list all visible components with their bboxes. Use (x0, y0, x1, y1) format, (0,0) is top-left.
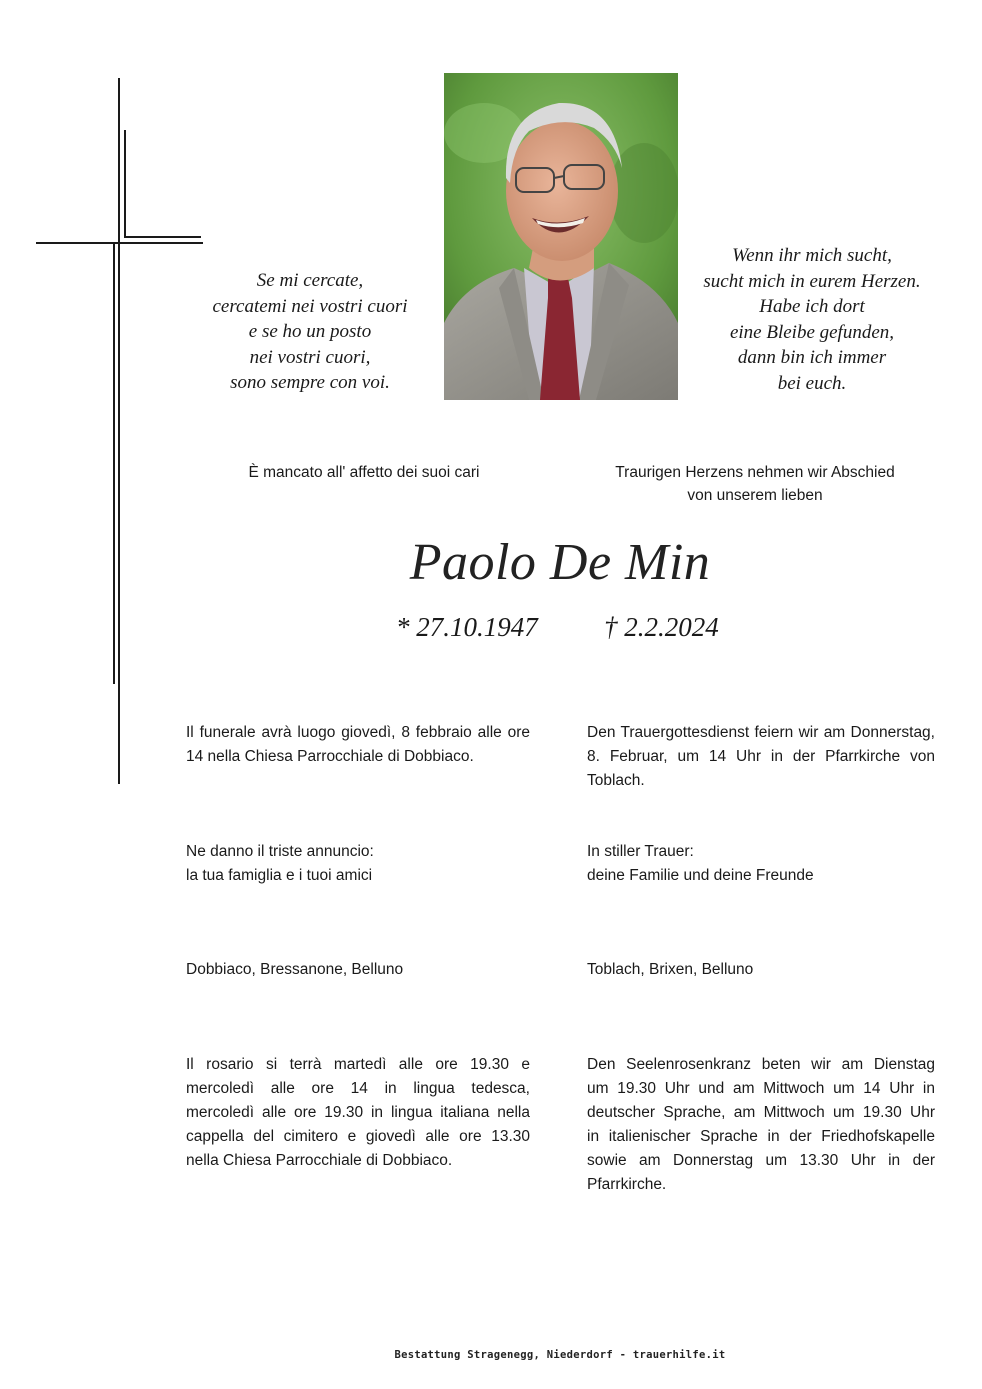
places-german: Toblach, Brixen, Belluno (587, 961, 754, 978)
footer-funeral-home: Bestattung Stragenegg, Niederdorf - trauerhilfe.it (394, 1349, 726, 1361)
text-line: 14 nella Chiesa Parrocchiale di Dobbiaco. (186, 748, 474, 765)
birth-date: * 27.10.1947 (396, 612, 538, 642)
cross-vertical-lower (113, 244, 115, 684)
text-line: Toblach. (587, 772, 645, 789)
poem-german (678, 243, 946, 396)
cross-vertical-inner (124, 130, 126, 238)
cross-horizontal-lower (36, 242, 203, 244)
portrait-photo (444, 73, 678, 400)
text-line: 8. Februar, um 14 Uhr in der Pfarrkirche von (587, 748, 935, 765)
poem-italian (175, 268, 445, 396)
text-line: sowie am Donnerstag um 13.30 Uhr in der (587, 1152, 935, 1169)
text-line: Il funerale avrà luogo giovedì, 8 febbraio alle ore (186, 724, 530, 741)
poem-line: Habe ich dort (759, 296, 865, 317)
death-date: † 2.2.2024 (604, 612, 719, 642)
text-line: nella Chiesa Parrocchiale di Dobbiaco. (186, 1152, 453, 1169)
announcement-italian (186, 840, 530, 888)
poem-line: Wenn ihr mich sucht, (732, 245, 892, 266)
poem-line: Se mi cercate, (256, 270, 364, 291)
funeral-german (587, 721, 935, 793)
deceased-name: Paolo De Min (409, 534, 711, 591)
text-line: Den Seelenrosenkranz beten wir am Dienstag (587, 1056, 935, 1073)
intro-italian: È mancato all' affetto dei suoi cari (248, 464, 480, 481)
intro-german (590, 461, 920, 507)
cross-vertical-outer (118, 78, 120, 784)
text-line: Pfarrkirche. (587, 1176, 667, 1193)
cross-horizontal-upper (124, 236, 201, 238)
intro-line: von unserem lieben (687, 487, 823, 504)
text-line: in italienischer Sprache in der Friedhofskapelle (587, 1128, 935, 1145)
poem-line: e se ho un posto (248, 321, 372, 342)
text-line: deine Familie und deine Freunde (587, 867, 814, 884)
text-line: Den Trauergottesdienst feiern wir am Donnerstag, (587, 724, 935, 741)
poem-line: sucht mich in eurem Herzen. (703, 270, 921, 292)
text-line: In stiller Trauer: (587, 843, 694, 860)
announcement-german (587, 840, 935, 888)
text-line: mercoledì alle ore 14 in lingua tedesca, (186, 1080, 530, 1097)
poem-line: sono sempre con voi. (230, 372, 390, 393)
text-line: la tua famiglia e i tuoi amici (186, 867, 373, 884)
text-line: deutscher Sprache, am Mittwoch um 19.30 Uhr (587, 1104, 935, 1121)
text-line: Il rosario si terrà martedì alle ore 19.30 e (186, 1056, 530, 1073)
text-line: mercoledì alle ore 19.30 in lingua italiana nella (186, 1104, 530, 1121)
poem-line: eine Bleibe gefunden, (729, 321, 895, 343)
intro-line: Traurigen Herzens nehmen wir Abschied (615, 464, 895, 481)
poem-line: nei vostri cuori, (249, 346, 371, 368)
text-line: cappella del cimitero e giovedì alle ore 13.30 (186, 1128, 530, 1145)
rosary-german (587, 1053, 935, 1197)
poem-line: cercatemi nei vostri cuori (212, 295, 408, 317)
places-italian: Dobbiaco, Bressanone, Belluno (186, 961, 404, 978)
poem-line: dann bin ich immer (737, 347, 887, 368)
poem-line: bei euch. (777, 372, 847, 394)
rosary-italian (186, 1053, 530, 1173)
text-line: Ne danno il triste annuncio: (186, 843, 374, 860)
funeral-italian (186, 721, 530, 769)
text-line: um 19.30 Uhr und am Mittwoch um 14 Uhr in (587, 1080, 935, 1097)
